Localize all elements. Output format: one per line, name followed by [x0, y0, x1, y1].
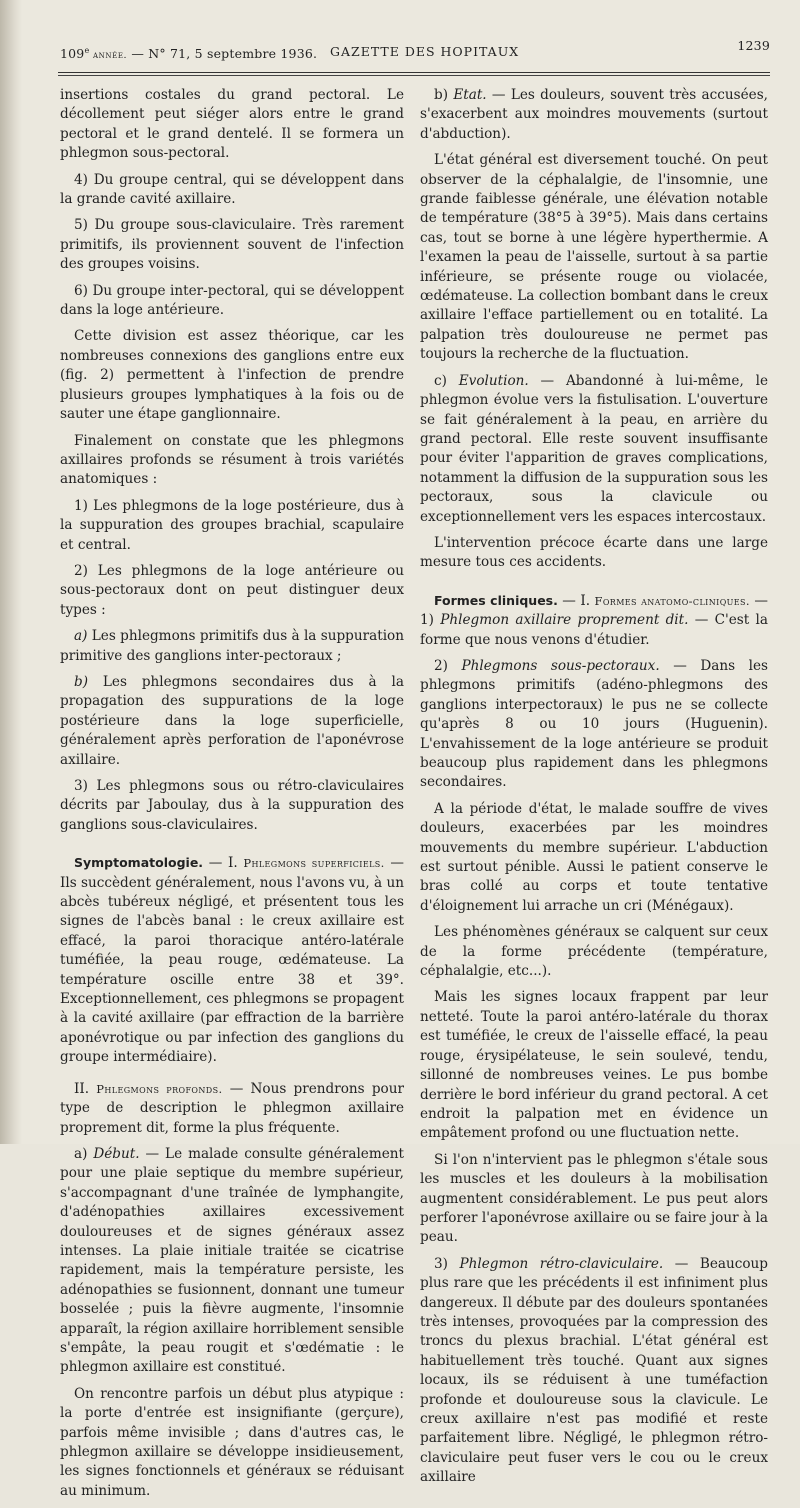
- section-heading: Symptomatologie.: [74, 855, 204, 871]
- paragraph: A la période d'état, le malade souffre de vives douleurs, exacerbées par les moindres mouvements du membre supérieur. L'abduction est surtout pénible. Aussi le patient conserve le bras collé au corps et toute tentative d'éloignement lui arrache un cri (Ménégaux).: [420, 800, 768, 914]
- paragraph-text: Les phlegmons primitifs dus à la suppuration primitive des ganglions inter-pectoraux ;: [60, 628, 404, 664]
- paragraph: 5) Du groupe sous-claviculaire. Très rarement primitifs, ils proviennent souvent de l'infection des groupes voisins.: [60, 217, 404, 273]
- issue-year: 109: [60, 46, 85, 62]
- list-marker: b): [434, 87, 454, 103]
- italic-heading: Etat.: [453, 87, 487, 103]
- page-header: [60, 38, 770, 68]
- header-rule-top: [58, 72, 770, 73]
- paragraph: Si l'on n'intervient pas le phlegmon s'étale sous les muscles et les douleurs à la mobilisation augmentent considérablement. Le pus peut alors perforer l'aponévrose axillaire ou se faire jour à la peau.: [420, 1151, 768, 1246]
- paragraph-text: — Les douleurs, souvent très accusées, s'exacerbent aux moindres mouvements (surtout d'abduction).: [420, 87, 768, 142]
- section-formes-cliniques: [420, 591, 768, 650]
- page-spine-shadow: [0, 0, 22, 1144]
- issue-rest: — N° 71, 5 septembre 1936.: [127, 46, 318, 62]
- paragraph: [60, 627, 404, 666]
- section-symptomatologie: [60, 853, 404, 1067]
- section-dash: — 1): [420, 592, 768, 629]
- issue-info: [60, 46, 317, 61]
- paragraph-text: — Beaucoup plus rare que les précédents il est infiniment plus dangereux. Il débute par des douleurs spontanées très intenses, provoquées par la compression des troncs du plexus brachial. L'état général est habituellement très touché. Quant aux signes locaux, ils se réduisent à une tuméfaction profonde et douloureuse sous la clavicule. Le creux axillaire n'est pas modifié et reste parfaitement libre. Négligé, le phlegmon rétro-claviculaire peut fuser vers le cou ou le creux axillaire: [420, 1255, 768, 1486]
- list-marker: a): [74, 1145, 94, 1162]
- paragraph: [60, 1080, 404, 1138]
- right-column: [420, 86, 768, 1495]
- paragraph: Les phénomènes généraux se calquent sur ceux de la forme précédente (température, céphalalgie, etc...).: [420, 924, 768, 980]
- italic-heading: Phlegmons sous-pectoraux.: [461, 657, 660, 674]
- paragraph: L'état général est diversement touché. On peut observer de la céphalalgie, de l'insomnie, une grande faiblesse générale, une élévation notable de température (38°5 à 39°5). Mais dans certains cas, tout se borne à une légère hyperthermie. A l'examen la peau de l'aisselle, surtout à sa partie inférieure, se présente rouge ou violacée, œdémateuse. La collection bombant dans le creux axillaire l'efface partiellement ou en totalité. La palpation très douloureuse ne permet pas toujours la recherche de la fluctuation.: [420, 152, 768, 363]
- section-dash: — I.: [557, 592, 595, 609]
- subsection-number: II.: [74, 1080, 97, 1097]
- paragraph: Cette division est assez théorique, car les nombreuses connexions des ganglions entre eux (fig. 2) permettent à l'infection de prendre plusieurs groupes lymphatiques à la fois ou de sauter une étape ganglionnaire.: [60, 328, 404, 423]
- paragraph: [420, 657, 768, 793]
- paragraph: 1) Les phlegmons de la loge postérieure, dus à la suppuration des groupes brachial, scapulaire et central.: [60, 497, 404, 553]
- paragraph-text: — Nous prendrons pour type de description le phlegmon axillaire proprement dit, forme la plus fréquente.: [60, 1080, 404, 1136]
- paragraph: insertions costales du grand pectoral. Le décollement peut siéger alors entre le grand pectoral et le grand dentelé. Il se formera un phlegmon sous-pectoral.: [60, 87, 404, 162]
- paragraph: [60, 1145, 404, 1378]
- page-number: 1239: [737, 38, 770, 53]
- paragraph: [60, 673, 404, 770]
- journal-title: GAZETTE DES HOPITAUX: [330, 44, 520, 59]
- paragraph-text: — Abandonné à lui-même, le phlegmon évolue vers la fistulisation. L'ouverture se fait généralement à la peau, en arrière du grand pectoral. Elle reste souvent insuffisante pour éviter l'apparition de graves complications, notamment la diffusion de la suppuration sous les pectoraux, sous la clavicule ou exceptionnellement vers les espaces intercostaux.: [420, 372, 768, 525]
- paragraph: L'intervention précoce écarte dans une large mesure tous ces accidents.: [420, 534, 768, 571]
- subsection-heading: Phlegmons profonds.: [96, 1081, 223, 1096]
- paragraph-text: Les phlegmons secondaires dus à la propagation des suppurations de la loge postérieure dans la loge superficielle, généralement après perforation de l'aponévrose axillaire.: [60, 673, 404, 768]
- list-marker: 2): [434, 657, 462, 674]
- header-rule-bottom: [58, 75, 770, 76]
- italic-heading: Phlegmon axillaire proprement dit.: [440, 612, 689, 629]
- list-marker: a): [74, 628, 88, 645]
- paragraph: On rencontre parfois un début plus atypique : la porte d'entrée est insignifiante (gerçure), parfois même invisible ; dans d'autres cas, le phlegmon axillaire se développe insidieusement, les signes fonctionnels et généraux se réduisant au minimum.: [60, 1385, 404, 1499]
- paragraph: 6) Du groupe inter-pectoral, qui se développent dans la loge antérieure.: [60, 282, 404, 319]
- paragraph: 2) Les phlegmons de la loge antérieure ou sous-pectoraux dont on peut distinguer deux types :: [60, 562, 404, 618]
- paragraph-text: — Dans les phlegmons primitifs (adéno-phlegmons des ganglions interpectoraux) le pus ne se collecte qu'après 8 ou 10 jours (Huguenin). L'envahissement de la loge antérieure se produit beaucoup plus rapidement dans les phlegmons secondaires.: [420, 657, 768, 791]
- paragraph: 4) Du groupe central, qui se développent dans la grande cavité axillaire.: [60, 171, 404, 208]
- paragraph: Finalement on constate que les phlegmons axillaires profonds se résument à trois variétés anatomiques :: [60, 432, 404, 488]
- paragraph-text: — Ils succèdent généralement, nous l'avons vu, à un abcès tubéreux négligé, et présentent tous les signes de l'abcès banal : le creux axillaire est effacé, la paroi thoracique antéro-latérale tuméfiée, la peau rouge, œdémateuse. La température oscille entre 38 et 39°. Exceptionnellement, ces phlegmons se propagent à la cavité axillaire (par effraction de la barrière aponévrotique ou par infection des ganglions du groupe intermédiaire).: [60, 855, 405, 1066]
- paragraph-text: — C'est la forme que nous venons d'étudier.: [420, 612, 768, 648]
- paragraph-text: — Le malade consulte généralement pour une plaie septique du membre supérieur, s'accompagnant d'une traînée de lymphangite, d'adénopathies axillaires excessivement douloureuses et de signes généraux assez intenses. La plaie initiale traitée se cicatrise rapidement, mais la température persiste, les adénopathies se fusionnent, donnant une tumeur bosselée ; puis la fièvre augmente, l'insomnie apparaît, la région axillaire horriblement sensible s'empâte, la peau rougit et s'œdématie : le phlegmon axillaire est constitué.: [60, 1145, 404, 1376]
- left-column: [60, 86, 404, 1508]
- issue-annee: année.: [89, 50, 128, 62]
- italic-heading: Phlegmon rétro-claviculaire.: [459, 1255, 664, 1272]
- italic-heading: Evolution.: [458, 372, 529, 389]
- paragraph: [420, 86, 768, 144]
- list-marker: c): [434, 372, 459, 389]
- subsection-heading: Phlegmons superficiels.: [243, 856, 385, 871]
- paragraph: 3) Les phlegmons sous ou rétro-claviculaires décrits par Jaboulay, dus à la suppuration des ganglions sous-claviculaires.: [60, 778, 404, 833]
- section-heading: Formes cliniques.: [434, 592, 558, 608]
- list-marker: b): [74, 673, 89, 690]
- section-dash: — I.: [203, 855, 244, 872]
- paragraph: [420, 1255, 768, 1488]
- paragraph: [420, 372, 768, 527]
- paragraph: Mais les signes locaux frappent par leur netteté. Toute la paroi antéro-latérale du thorax est tuméfiée, le creux de l'aisselle effacé, la peau rouge, érysipélateuse, le sein soulevé, tendu, sillonné de nombreuses veines. Le pus bombe derrière le bord inférieur du grand pectoral. A cet endroit la palpation met en évidence un empâtement profond ou une fluctuation nette.: [420, 989, 768, 1142]
- subsection-heading: Formes anatomo-cliniques.: [594, 593, 750, 608]
- issue-year-sup: e: [84, 46, 90, 55]
- italic-heading: Début.: [93, 1145, 140, 1162]
- list-marker: 3): [434, 1255, 460, 1272]
